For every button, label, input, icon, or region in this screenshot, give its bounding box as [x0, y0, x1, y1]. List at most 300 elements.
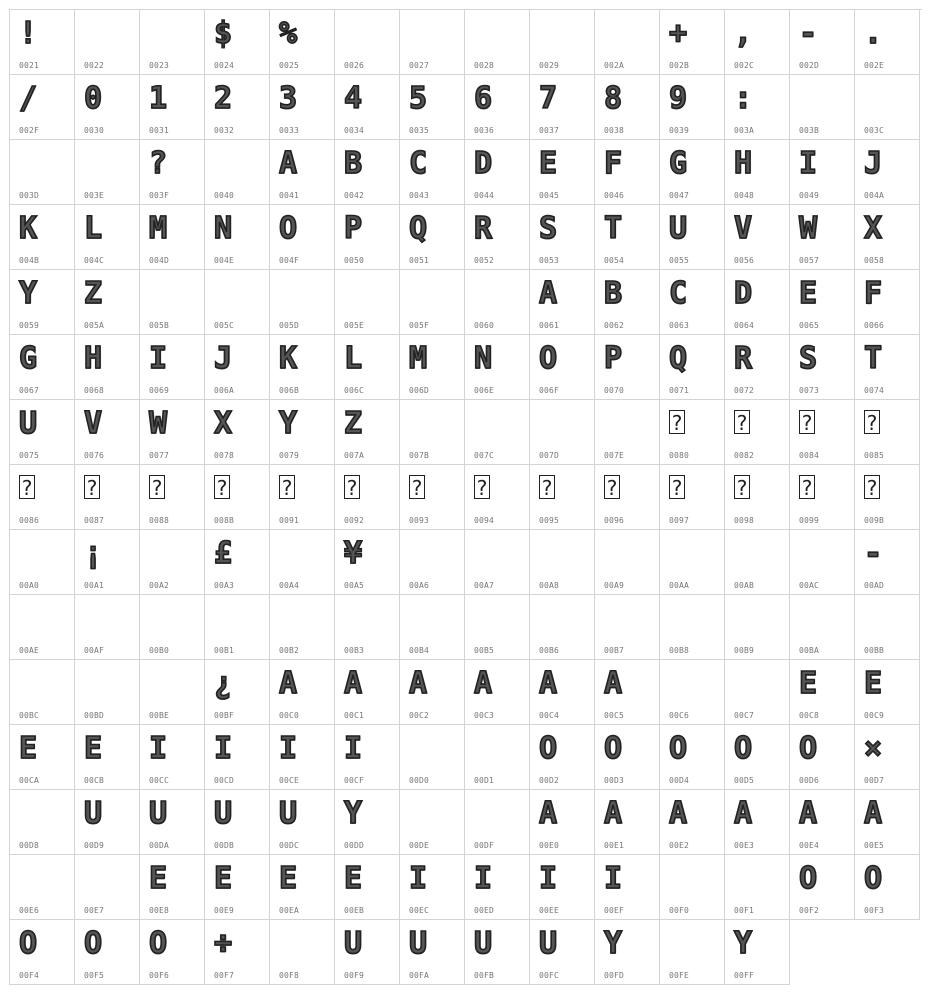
glyph-cell-00F4	[10, 920, 75, 985]
glyph-cell-006A	[205, 335, 270, 400]
glyph-cell-00CB	[75, 725, 140, 790]
glyph-cell-005F	[400, 270, 465, 335]
glyph-cell-00AE	[10, 595, 75, 660]
glyph-cell-00DD	[335, 790, 400, 855]
glyph-preview: ×	[864, 731, 883, 766]
glyph-cell-00FF	[725, 920, 790, 985]
codepoint-label: 0037	[539, 126, 560, 135]
codepoint-label: 0085	[864, 451, 885, 460]
codepoint-label: 00C9	[864, 711, 885, 720]
glyph-cell-00EF	[595, 855, 660, 920]
codepoint-label: 002D	[799, 61, 820, 70]
codepoint-label: 00C3	[474, 711, 495, 720]
glyph-cell-00BC	[10, 660, 75, 725]
glyph-preview: O	[799, 861, 818, 896]
glyph-cell-00D4	[660, 725, 725, 790]
codepoint-label: 00BA	[799, 646, 820, 655]
glyph-cell-006F	[530, 335, 595, 400]
codepoint-label: 00CA	[19, 776, 40, 785]
codepoint-label: 00FB	[474, 971, 495, 980]
glyph-preview: 0	[84, 81, 103, 116]
glyph-preview: V	[734, 211, 753, 246]
codepoint-label: 0086	[19, 516, 40, 525]
codepoint-label: 0067	[19, 386, 40, 395]
codepoint-label: 007A	[344, 451, 365, 460]
glyph-cell-007D	[530, 400, 595, 465]
codepoint-label: 00B1	[214, 646, 235, 655]
codepoint-label: 00AD	[864, 581, 885, 590]
glyph-cell-00BD	[75, 660, 140, 725]
glyph-preview: 1	[149, 81, 168, 116]
glyph-cell-006B	[270, 335, 335, 400]
codepoint-label: 0035	[409, 126, 430, 135]
glyph-cell-0059	[10, 270, 75, 335]
codepoint-label: 0057	[799, 256, 820, 265]
glyph-cell-0034	[335, 75, 400, 140]
glyph-cell-00BA	[790, 595, 855, 660]
codepoint-label: 0073	[799, 386, 820, 395]
glyph-cell-0036	[465, 75, 530, 140]
codepoint-label: 003F	[149, 191, 170, 200]
codepoint-label: 00A2	[149, 581, 170, 590]
codepoint-label: 00FE	[669, 971, 690, 980]
glyph-cell-00B0	[140, 595, 205, 660]
glyph-preview: X	[864, 211, 883, 246]
codepoint-label: 00C4	[539, 711, 560, 720]
glyph-cell-0054	[595, 205, 660, 270]
codepoint-label: 00F5	[84, 971, 105, 980]
glyph-preview: E	[149, 861, 168, 896]
codepoint-label: 004C	[84, 256, 105, 265]
glyph-cell-0038	[595, 75, 660, 140]
glyph-cell-0073	[790, 335, 855, 400]
codepoint-label: 0027	[409, 61, 430, 70]
glyph-cell-0068	[75, 335, 140, 400]
codepoint-label: 00BD	[84, 711, 105, 720]
codepoint-label: 00A4	[279, 581, 300, 590]
glyph-cell-0021	[10, 10, 75, 75]
glyph-preview: H	[734, 146, 753, 181]
missing-glyph-box: ?	[604, 475, 620, 499]
glyph-preview: ,	[734, 16, 753, 51]
glyph-preview: Z	[84, 276, 103, 311]
glyph-cell-0085	[855, 400, 920, 465]
codepoint-label: 006A	[214, 386, 235, 395]
codepoint-label: 00E1	[604, 841, 625, 850]
codepoint-label: 006F	[539, 386, 560, 395]
codepoint-label: 005A	[84, 321, 105, 330]
glyph-preview: F	[864, 276, 883, 311]
glyph-cell-00F0	[660, 855, 725, 920]
glyph-preview: T	[864, 341, 883, 376]
glyph-cell-002A	[595, 10, 660, 75]
glyph-cell-004E	[205, 205, 270, 270]
glyph-preview: Y	[344, 796, 363, 831]
glyph-cell-0091	[270, 465, 335, 530]
glyph-cell-0063	[660, 270, 725, 335]
codepoint-label: 0063	[669, 321, 690, 330]
glyph-preview: A	[474, 666, 493, 701]
codepoint-label: 0036	[474, 126, 495, 135]
codepoint-label: 00E8	[149, 906, 170, 915]
glyph-cell-00A0	[10, 530, 75, 595]
glyph-cell-0082	[725, 400, 790, 465]
glyph-cell-00CF	[335, 725, 400, 790]
codepoint-label: 00EC	[409, 906, 430, 915]
codepoint-label: 00B3	[344, 646, 365, 655]
glyph-cell-00CC	[140, 725, 205, 790]
glyph-preview: A	[604, 666, 623, 701]
glyph-preview: £	[214, 536, 233, 571]
glyph-cell-00ED	[465, 855, 530, 920]
glyph-preview: U	[19, 406, 38, 441]
glyph-cell-00EB	[335, 855, 400, 920]
glyph-preview: Z	[344, 406, 363, 441]
glyph-cell-00DA	[140, 790, 205, 855]
glyph-preview: 2	[214, 81, 233, 116]
codepoint-label: 00E5	[864, 841, 885, 850]
codepoint-label: 0079	[279, 451, 300, 460]
glyph-preview: E	[799, 666, 818, 701]
glyph-cell-0035	[400, 75, 465, 140]
codepoint-label: 00F0	[669, 906, 690, 915]
codepoint-label: 00BB	[864, 646, 885, 655]
glyph-cell-00FD	[595, 920, 660, 985]
codepoint-label: 00F1	[734, 906, 755, 915]
codepoint-label: 00EF	[604, 906, 625, 915]
missing-glyph-box: ?	[669, 475, 685, 499]
glyph-preview: ?	[149, 146, 168, 181]
glyph-cell-0026	[335, 10, 400, 75]
glyph-preview: G	[19, 341, 38, 376]
codepoint-label: 0074	[864, 386, 885, 395]
glyph-cell-00B4	[400, 595, 465, 660]
glyph-preview: Y	[279, 406, 298, 441]
codepoint-label: 0094	[474, 516, 495, 525]
codepoint-label: 0061	[539, 321, 560, 330]
glyph-cell-0069	[140, 335, 205, 400]
glyph-cell-00E9	[205, 855, 270, 920]
glyph-cell-0022	[75, 10, 140, 75]
codepoint-label: 00B6	[539, 646, 560, 655]
glyph-cell-00FA	[400, 920, 465, 985]
missing-glyph-box: ?	[799, 475, 815, 499]
glyph-preview: 9	[669, 81, 688, 116]
missing-glyph-box: ?	[344, 475, 360, 499]
glyph-cell-003A	[725, 75, 790, 140]
codepoint-label: 00A1	[84, 581, 105, 590]
codepoint-label: 0052	[474, 256, 495, 265]
glyph-preview: K	[279, 341, 298, 376]
codepoint-label: 0099	[799, 516, 820, 525]
glyph-cell-00AF	[75, 595, 140, 660]
codepoint-label: 0028	[474, 61, 495, 70]
glyph-cell-0040	[205, 140, 270, 205]
codepoint-label: 0029	[539, 61, 560, 70]
codepoint-label: 003A	[734, 126, 755, 135]
codepoint-label: 0092	[344, 516, 365, 525]
glyph-cell-00F3	[855, 855, 920, 920]
codepoint-label: 0022	[84, 61, 105, 70]
codepoint-label: 00A6	[409, 581, 430, 590]
glyph-cell-00A6	[400, 530, 465, 595]
glyph-preview: Y	[734, 926, 753, 961]
codepoint-label: 00C5	[604, 711, 625, 720]
glyph-cell-00C5	[595, 660, 660, 725]
codepoint-label: 0076	[84, 451, 105, 460]
codepoint-label: 0039	[669, 126, 690, 135]
glyph-cell-0096	[595, 465, 660, 530]
glyph-cell-00A7	[465, 530, 530, 595]
missing-glyph-box: ?	[799, 410, 815, 434]
glyph-cell-0080	[660, 400, 725, 465]
glyph-cell-00DB	[205, 790, 270, 855]
glyph-preview: V	[84, 406, 103, 441]
missing-glyph-box: ?	[279, 475, 295, 499]
codepoint-label: 0058	[864, 256, 885, 265]
glyph-cell-00C8	[790, 660, 855, 725]
codepoint-label: 0043	[409, 191, 430, 200]
glyph-preview: I	[409, 861, 428, 896]
glyph-cell-0092	[335, 465, 400, 530]
glyph-cell-00C0	[270, 660, 335, 725]
codepoint-label: 00C8	[799, 711, 820, 720]
missing-glyph-box: ?	[669, 410, 685, 434]
codepoint-label: 0042	[344, 191, 365, 200]
glyph-cell-00DE	[400, 790, 465, 855]
codepoint-label: 00EB	[344, 906, 365, 915]
glyph-cell-00AC	[790, 530, 855, 595]
glyph-preview: Q	[409, 211, 428, 246]
glyph-preview: O	[734, 731, 753, 766]
codepoint-label: 0088	[149, 516, 170, 525]
glyph-cell-00D7	[855, 725, 920, 790]
missing-glyph-box: ?	[19, 475, 35, 499]
glyph-preview: L	[84, 211, 103, 246]
codepoint-label: 00B5	[474, 646, 495, 655]
codepoint-label: 0050	[344, 256, 365, 265]
codepoint-label: 00DA	[149, 841, 170, 850]
glyph-cell-0074	[855, 335, 920, 400]
glyph-preview: W	[149, 406, 168, 441]
glyph-cell-00EA	[270, 855, 335, 920]
codepoint-label: 00F3	[864, 906, 885, 915]
glyph-cell-00DC	[270, 790, 335, 855]
codepoint-label: 0093	[409, 516, 430, 525]
codepoint-label: 007B	[409, 451, 430, 460]
glyph-preview: A	[539, 276, 558, 311]
codepoint-label: 0096	[604, 516, 625, 525]
glyph-cell-007E	[595, 400, 660, 465]
glyph-cell-004D	[140, 205, 205, 270]
glyph-preview: -	[799, 16, 818, 51]
glyph-preview: A	[539, 666, 558, 701]
glyph-preview: U	[214, 796, 233, 831]
codepoint-label: 00C7	[734, 711, 755, 720]
codepoint-label: 0025	[279, 61, 300, 70]
glyph-cell-003E	[75, 140, 140, 205]
codepoint-label: 0021	[19, 61, 40, 70]
glyph-cell-0045	[530, 140, 595, 205]
glyph-cell-00B8	[660, 595, 725, 660]
codepoint-label: 0068	[84, 386, 105, 395]
glyph-cell-00C3	[465, 660, 530, 725]
glyph-cell-0070	[595, 335, 660, 400]
glyph-preview: -	[864, 536, 883, 571]
codepoint-label: 0044	[474, 191, 495, 200]
codepoint-label: 00F2	[799, 906, 820, 915]
glyph-preview: U	[669, 211, 688, 246]
glyph-preview: O	[864, 861, 883, 896]
glyph-cell-00E2	[660, 790, 725, 855]
glyph-cell-003C	[855, 75, 920, 140]
codepoint-label: 00EE	[539, 906, 560, 915]
glyph-cell-00D6	[790, 725, 855, 790]
missing-glyph-box: ?	[214, 475, 230, 499]
glyph-preview: O	[539, 341, 558, 376]
glyph-cell-0071	[660, 335, 725, 400]
glyph-preview: A	[539, 796, 558, 831]
glyph-cell-0033	[270, 75, 335, 140]
codepoint-label: 00C2	[409, 711, 430, 720]
glyph-preview: I	[344, 731, 363, 766]
codepoint-label: 00A7	[474, 581, 495, 590]
codepoint-label: 00E4	[799, 841, 820, 850]
glyph-preview: $	[214, 16, 233, 51]
glyph-preview: 8	[604, 81, 623, 116]
glyph-preview: ÷	[214, 926, 233, 961]
codepoint-label: 00A0	[19, 581, 40, 590]
codepoint-label: 00BE	[149, 711, 170, 720]
codepoint-label: 00F8	[279, 971, 300, 980]
codepoint-label: 00A5	[344, 581, 365, 590]
glyph-preview: E	[864, 666, 883, 701]
codepoint-label: 0046	[604, 191, 625, 200]
glyph-preview: E	[214, 861, 233, 896]
codepoint-label: 0045	[539, 191, 560, 200]
glyph-preview: C	[669, 276, 688, 311]
glyph-cell-00BF	[205, 660, 270, 725]
glyph-cell-007B	[400, 400, 465, 465]
glyph-cell-00A2	[140, 530, 205, 595]
glyph-cell-0064	[725, 270, 790, 335]
glyph-cell-008B	[205, 465, 270, 530]
glyph-cell-00C1	[335, 660, 400, 725]
glyph-preview: N	[214, 211, 233, 246]
codepoint-label: 0071	[669, 386, 690, 395]
glyph-cell-005D	[270, 270, 335, 335]
glyph-preview: E	[799, 276, 818, 311]
glyph-cell-0027	[400, 10, 465, 75]
codepoint-label: 002A	[604, 61, 625, 70]
glyph-cell-00C4	[530, 660, 595, 725]
glyph-cell-003B	[790, 75, 855, 140]
glyph-cell-00D0	[400, 725, 465, 790]
codepoint-label: 0066	[864, 321, 885, 330]
glyph-cell-007C	[465, 400, 530, 465]
glyph-cell-00E1	[595, 790, 660, 855]
codepoint-label: 0023	[149, 61, 170, 70]
glyph-cell-00CA	[10, 725, 75, 790]
codepoint-label: 0097	[669, 516, 690, 525]
glyph-cell-004A	[855, 140, 920, 205]
glyph-preview: H	[84, 341, 103, 376]
codepoint-label: 00D0	[409, 776, 430, 785]
glyph-cell-005B	[140, 270, 205, 335]
codepoint-label: 00D3	[604, 776, 625, 785]
glyph-preview: O	[84, 926, 103, 961]
glyph-preview: R	[474, 211, 493, 246]
glyph-cell-006D	[400, 335, 465, 400]
glyph-preview: P	[604, 341, 623, 376]
codepoint-label: 0072	[734, 386, 755, 395]
glyph-preview: U	[344, 926, 363, 961]
glyph-preview: .	[864, 16, 883, 51]
glyph-cell-00A5	[335, 530, 400, 595]
glyph-cell-00F5	[75, 920, 140, 985]
glyph-cell-00E4	[790, 790, 855, 855]
glyph-cell-0098	[725, 465, 790, 530]
glyph-preview: O	[799, 731, 818, 766]
codepoint-label: 00DE	[409, 841, 430, 850]
glyph-cell-00C6	[660, 660, 725, 725]
glyph-cell-00C7	[725, 660, 790, 725]
glyph-cell-007A	[335, 400, 400, 465]
glyph-preview: !	[19, 16, 38, 51]
codepoint-label: 003D	[19, 191, 40, 200]
glyph-cell-009B	[855, 465, 920, 530]
codepoint-label: 0031	[149, 126, 170, 135]
glyph-cell-00B9	[725, 595, 790, 660]
codepoint-label: 0077	[149, 451, 170, 460]
glyph-cell-0041	[270, 140, 335, 205]
codepoint-label: 002F	[19, 126, 40, 135]
codepoint-label: 00D2	[539, 776, 560, 785]
glyph-cell-00BE	[140, 660, 205, 725]
glyph-cell-0055	[660, 205, 725, 270]
codepoint-label: 00DF	[474, 841, 495, 850]
glyph-preview: M	[409, 341, 428, 376]
glyph-preview: 4	[344, 81, 363, 116]
glyph-preview: A	[734, 796, 753, 831]
glyph-preview: A	[279, 666, 298, 701]
glyph-cell-0066	[855, 270, 920, 335]
missing-glyph-box: ?	[84, 475, 100, 499]
glyph-cell-0065	[790, 270, 855, 335]
codepoint-label: 0095	[539, 516, 560, 525]
codepoint-label: 00CB	[84, 776, 105, 785]
glyph-preview: B	[344, 146, 363, 181]
glyph-cell-004C	[75, 205, 140, 270]
codepoint-label: 00E6	[19, 906, 40, 915]
glyph-cell-00D8	[10, 790, 75, 855]
glyph-cell-00BB	[855, 595, 920, 660]
glyph-preview: :	[734, 81, 753, 116]
codepoint-label: 00F9	[344, 971, 365, 980]
codepoint-label: 006E	[474, 386, 495, 395]
glyph-cell-002D	[790, 10, 855, 75]
glyph-cell-0072	[725, 335, 790, 400]
glyph-cell-00F2	[790, 855, 855, 920]
glyph-cell-005E	[335, 270, 400, 335]
codepoint-label: 00C0	[279, 711, 300, 720]
glyph-preview: P	[344, 211, 363, 246]
codepoint-label: 0069	[149, 386, 170, 395]
codepoint-label: 00D6	[799, 776, 820, 785]
glyph-preview: I	[539, 861, 558, 896]
codepoint-label: 00ED	[474, 906, 495, 915]
codepoint-label: 0053	[539, 256, 560, 265]
